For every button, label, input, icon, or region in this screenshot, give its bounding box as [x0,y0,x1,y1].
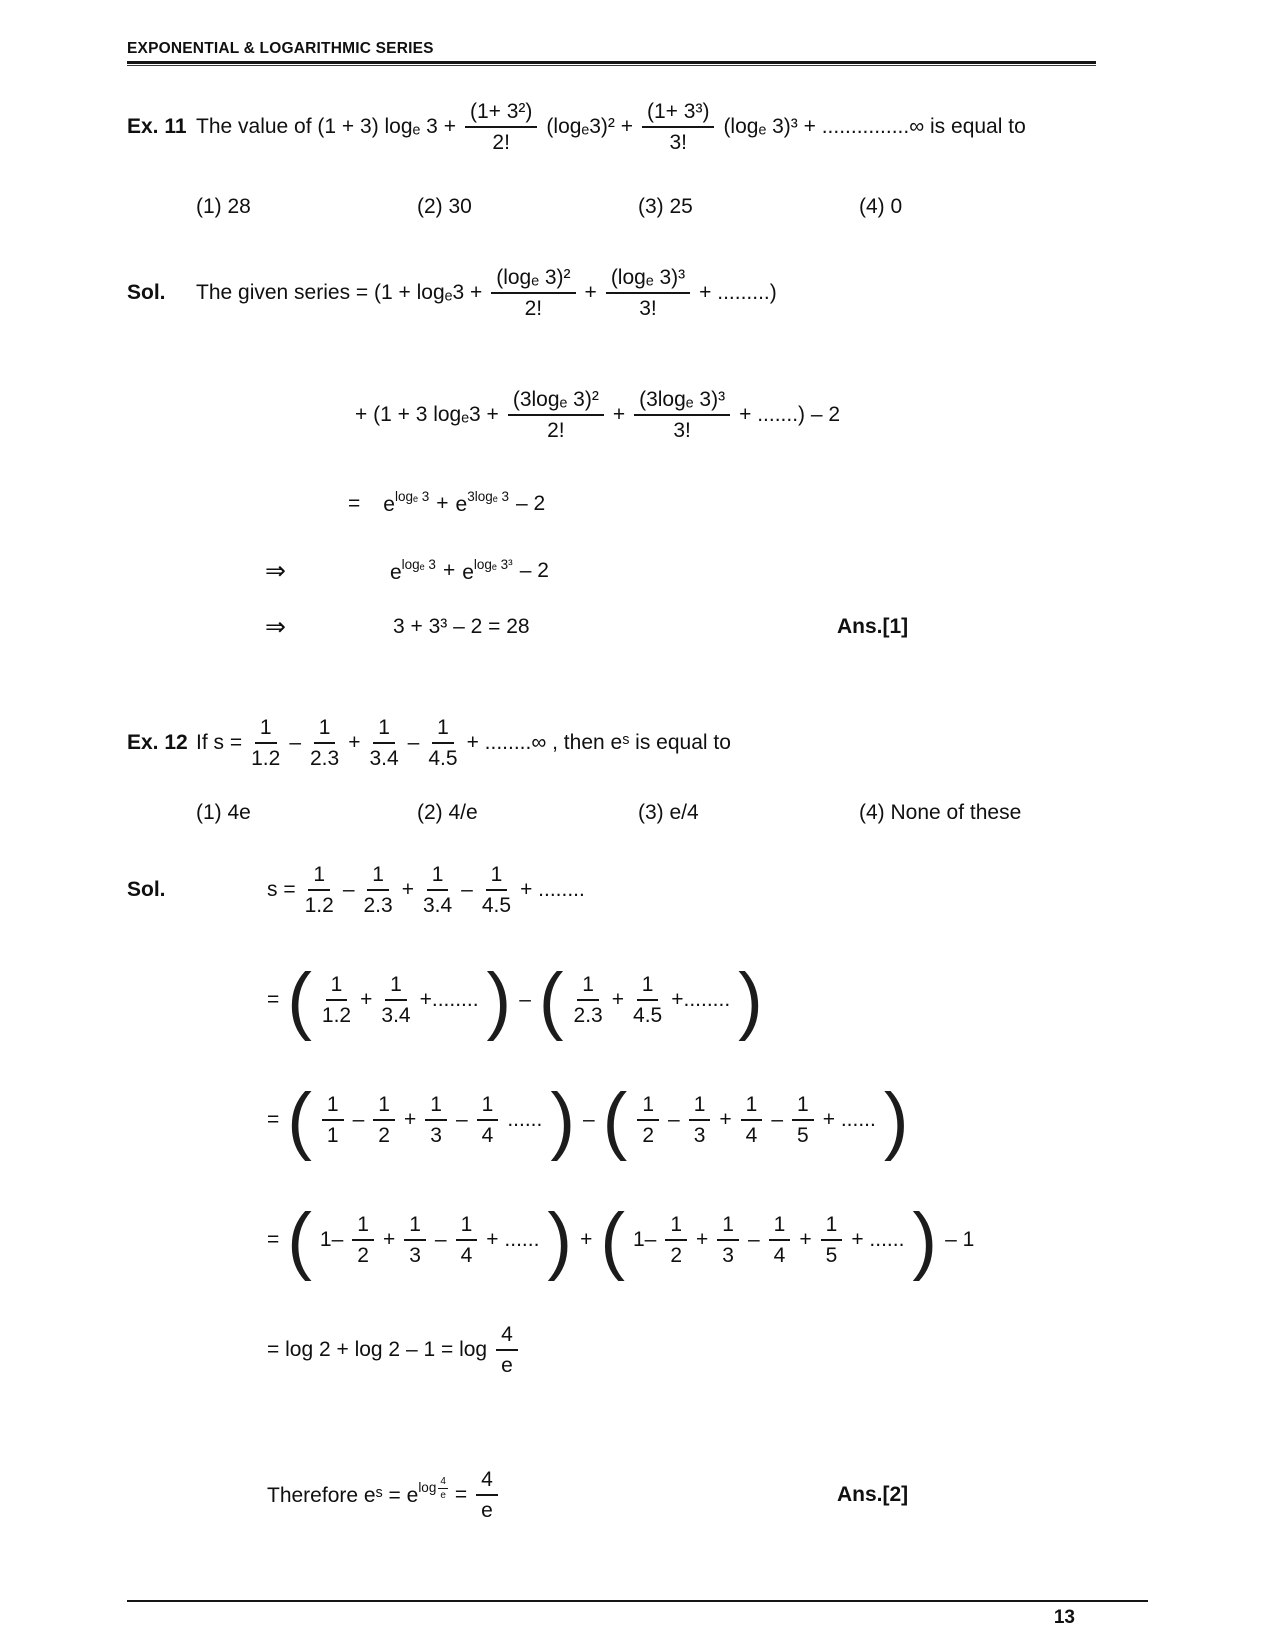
page-number: 13 [1053,1607,1075,1628]
fraction-numerator: (3logₑ 3)³ [634,388,730,416]
fraction-denominator: 4.5 [428,747,458,771]
math-text: + [612,403,626,427]
fraction-numerator: 1 [456,1213,478,1241]
exponent: logₑ 3 [401,556,436,572]
plus-sign: + [696,1228,709,1252]
fraction [423,863,452,917]
fraction-denominator: 1.2 [304,894,334,918]
minus-sign: – [342,878,355,902]
sol11-line1 [127,266,777,320]
math-text: = log 2 + log 2 – 1 = log [267,1338,488,1362]
fraction-denominator: 1.2 [251,747,281,771]
exp-term [390,558,436,585]
math-text: – 2 [516,491,546,515]
fraction-denominator: 4.5 [481,894,512,918]
fraction [637,1093,659,1147]
minus-sign: – [289,731,301,755]
fraction-numerator: 1 [308,863,330,891]
fraction [251,716,280,770]
minus-sign: – [747,1228,760,1252]
math-text: + .........) [699,281,777,305]
fraction-denominator: 3 [722,1244,734,1268]
math-text: e [389,560,402,584]
math-text: ...... [507,1108,543,1132]
fraction-denominator: 4 [460,1244,473,1268]
plus-sign: + [348,731,361,755]
exponent [418,1476,448,1502]
minus-sign: – [668,1108,680,1132]
fraction [322,973,351,1027]
equals-sign: = [267,1108,280,1132]
question-text: The value of (1 + 3) logₑ 3 + [196,115,456,139]
option: (4) None of these [859,801,1022,824]
option: (1) 28 [196,195,251,218]
ex12-options-row [196,801,1021,825]
fraction-numerator: (logₑ 3)³ [606,266,690,294]
minus-sign: – [352,1108,365,1132]
exp-term [267,1476,448,1509]
plus-sign: + [719,1108,732,1132]
fraction [310,716,339,770]
math-text: + .......) – 2 [739,403,841,427]
minus-sign: – [461,878,473,902]
fraction-denominator: e [501,1354,513,1378]
sol12-line2: = ( $\frac{1}{1.2}$ + $\frac{1}{3.4}$ +........ ) – ( $\frac{1}{2.3}$ + $\frac{1}{4.5}$ +........ ) [267,957,763,1042]
fraction-numerator: 4 [496,1323,518,1351]
fraction-denominator: 2 [670,1244,683,1268]
fraction-denominator: 1.2 [321,1004,352,1028]
sol11-line2 [355,388,840,442]
math-text: – 2 [519,559,549,582]
ex11-question-row [127,100,1026,154]
fraction-denominator: 2.3 [363,894,393,918]
question-label: Ex. 11 [127,115,187,139]
fraction-denominator: e [481,1499,493,1523]
implies-arrow-icon: ⇒ [265,613,286,641]
plus-sign: + [442,559,456,582]
fraction [633,973,662,1027]
fraction-numerator: 1 [637,1093,659,1121]
sol12-line3: = ( $\frac{1}{1}$ – $\frac{1}{2}$ + $\frac{1}{3}$ – $\frac{1}{4}$ ...... ) – ( $\frac{1}{2}$ – $\frac{1}{3}$ + $\frac{1}{4}$ – $\frac{1}{5}$ + ...... ) [267,1077,909,1162]
fraction-denominator: 3 [409,1244,421,1268]
fraction-numerator: 1 [665,1213,687,1241]
fraction [496,1323,518,1377]
fraction [369,716,398,770]
fraction-denominator: 3.4 [369,747,399,771]
fraction [491,266,575,320]
fraction [792,1093,814,1147]
fraction [769,1213,791,1267]
fraction-numerator: 1 [577,973,599,1001]
math-text: + [584,281,597,305]
fraction-numerator: 1 [255,716,277,744]
plus-sign: + [611,988,625,1012]
minus-sign: – [519,988,531,1012]
fraction-denominator: 2 [357,1244,369,1268]
equals-sign: = [267,1228,280,1252]
option: (4) 0 [859,195,903,218]
fraction [508,388,604,442]
solution-label: Sol. [127,281,166,305]
math-text: Therefore eˢ = e [267,1484,419,1508]
math-text: + ...... [486,1228,540,1252]
fraction [741,1093,763,1147]
fraction-numerator: 1 [326,973,348,1001]
fraction-denominator: 3! [639,297,657,321]
question-text: + ........∞ , then eˢ is equal to [466,731,731,755]
math-text: + ...... [851,1228,905,1252]
fraction [364,863,393,917]
math-text: The given series = (1 + logₑ3 + [196,281,483,305]
fraction-denominator: 3! [673,419,691,443]
fraction-numerator: 1 [821,1213,843,1241]
fraction-denominator: 4 [745,1124,758,1148]
fraction [821,1213,843,1267]
solution-label: Sol. [127,878,166,902]
fraction-numerator: 1 [689,1093,711,1121]
header-rule [127,61,1096,64]
math-text: + ...... [822,1108,876,1132]
fraction [381,973,410,1027]
fraction-numerator: 1 [404,1213,426,1241]
fraction [373,1093,395,1147]
fraction [477,1093,499,1147]
fraction-denominator: 3 [693,1124,706,1148]
fraction-numerator: 1 [314,716,336,744]
plus-sign: + [403,1108,417,1132]
implies-arrow-icon: ⇒ [265,557,286,585]
fraction-numerator: 1 [322,1093,344,1121]
fraction [606,266,690,320]
sol12-line4: = ( 1– $\frac{1}{2}$ + $\frac{1}{3}$ – $\frac{1}{4}$ + ...... ) + ( 1– $\frac{1}{2}$ + $\frac{1}{3}$ – $\frac{1}{4}$ + $\frac{1}{5}$ + ...... ) – 1 [267,1197,975,1282]
plus-sign: + [401,878,414,902]
fraction-denominator: 3.4 [422,894,453,918]
fraction-denominator: 4 [773,1244,786,1268]
fraction-denominator: 4 [481,1124,494,1148]
option: (3) e/4 [638,801,699,824]
plus-sign: + [382,1228,396,1252]
fraction-numerator: 1 [352,1213,374,1241]
fraction [574,973,603,1027]
fraction [665,1213,687,1267]
math-text: e [455,493,468,516]
fraction [352,1213,374,1267]
question-text: If s = [196,731,243,755]
fraction-denominator: 5 [825,1244,838,1268]
exp-term [462,558,512,585]
fraction [425,1093,447,1147]
fraction-denominator: e [440,1490,446,1502]
fraction-denominator: 3! [669,131,687,155]
exp-term [383,490,429,517]
fraction-numerator: 1 [373,716,395,744]
question-text: (logₑ3)² + [546,115,633,139]
ex12-question-row [127,716,731,770]
fraction [465,100,537,154]
fraction-denominator: 2 [378,1124,390,1148]
fraction-numerator: (1+ 3³) [642,100,714,128]
fraction-denominator: 4.5 [633,1004,663,1028]
fraction [456,1213,478,1267]
plus-sign: + [436,491,449,515]
math-text: +........ [671,988,731,1012]
exponent: 3logₑ 3 [467,489,510,504]
fraction-numerator: (1+ 3²) [465,100,537,128]
math-text: 1– [319,1228,344,1252]
fraction-numerator: 1 [477,1093,499,1121]
fraction-numerator: 1 [427,863,449,891]
sol11-line3 [348,490,545,517]
sol12-line5 [267,1323,520,1377]
exponent: logₑ 3³ [473,556,513,572]
fraction-denominator: 2! [492,131,510,155]
fraction-numerator: 1 [717,1213,739,1241]
sol11-line4 [265,556,549,586]
fraction [322,1093,344,1147]
fraction-numerator: 1 [769,1213,791,1241]
mini-fraction [438,1476,448,1501]
fraction-denominator: 2.3 [573,1004,603,1028]
math-text: + ........ [520,878,585,902]
sol12-line1 [127,863,585,917]
fraction-denominator: 2 [642,1124,655,1148]
fraction [717,1213,739,1267]
minus-sign: – [407,731,420,755]
question-label: Ex. 12 [127,731,188,755]
fraction-numerator: 1 [741,1093,763,1121]
exponent-log: log [418,1480,437,1496]
fraction [634,388,730,442]
fraction [476,1468,498,1522]
fraction-denominator: 3.4 [381,1004,411,1028]
footer-rule [127,1600,1148,1602]
fraction [689,1093,711,1147]
sol11-line5 [265,612,1165,642]
exponent: logₑ 3 [394,489,430,504]
math-text: +........ [419,988,479,1012]
fraction-denominator: 3 [430,1124,442,1148]
plus-sign: + [360,988,373,1012]
sol12-line6 [267,1468,1127,1522]
option: (2) 30 [417,195,472,218]
fraction [482,863,511,917]
fraction-denominator: 2! [547,419,565,443]
option: (1) 4e [196,801,251,824]
fraction-denominator: 5 [797,1124,809,1148]
header-title: EXPONENTIAL & LOGARITHMIC SERIES [127,40,434,57]
fraction-numerator: 1 [637,973,659,1001]
fraction-numerator: 4 [440,1476,446,1488]
fraction-numerator: 4 [476,1468,498,1496]
option: (2) 4/e [417,801,478,824]
ex11-options-row [196,195,902,219]
answer-badge: Ans.[2] [837,1483,909,1507]
minus-sign: – [455,1108,468,1132]
fraction [305,863,334,917]
fraction-numerator: (logₑ 3)² [491,266,575,294]
fraction-numerator: (3logₑ 3)² [508,388,604,416]
math-text: e [462,560,474,584]
fraction-numerator: 1 [367,863,389,891]
equals-sign: = [267,988,280,1012]
fraction-denominator: 1 [326,1124,339,1148]
fraction [428,716,457,770]
equals-sign: = [454,1483,468,1507]
fraction-numerator: 1 [792,1093,814,1121]
math-text: 3 + 3³ – 2 = 28 [392,615,530,638]
minus-sign: – [771,1108,784,1132]
fraction-denominator: 2.3 [310,747,340,771]
math-text: e [383,493,395,516]
math-text: s = [267,878,296,902]
fraction-numerator: 1 [486,863,508,891]
plus-sign: + [580,1228,593,1252]
answer-badge: Ans.[1] [837,615,909,638]
fraction-numerator: 1 [385,973,407,1001]
fraction [404,1213,426,1267]
fraction-numerator: 1 [432,716,454,744]
math-text: + (1 + 3 logₑ3 + [355,403,499,427]
question-text: (logₑ 3)³ + ...............∞ is equal to [723,115,1026,139]
fraction [642,100,714,154]
option: (3) 25 [638,195,693,218]
equals-sign: = [348,491,361,515]
fraction-denominator: 2! [524,297,543,321]
plus-sign: + [799,1228,812,1252]
fraction-numerator: 1 [425,1093,447,1121]
math-text: 1– [632,1228,657,1252]
minus-sign: – [434,1228,447,1252]
exp-term [456,490,510,517]
math-text: – 1 [945,1228,975,1252]
fraction-numerator: 1 [373,1093,395,1121]
minus-sign: – [582,1108,595,1132]
